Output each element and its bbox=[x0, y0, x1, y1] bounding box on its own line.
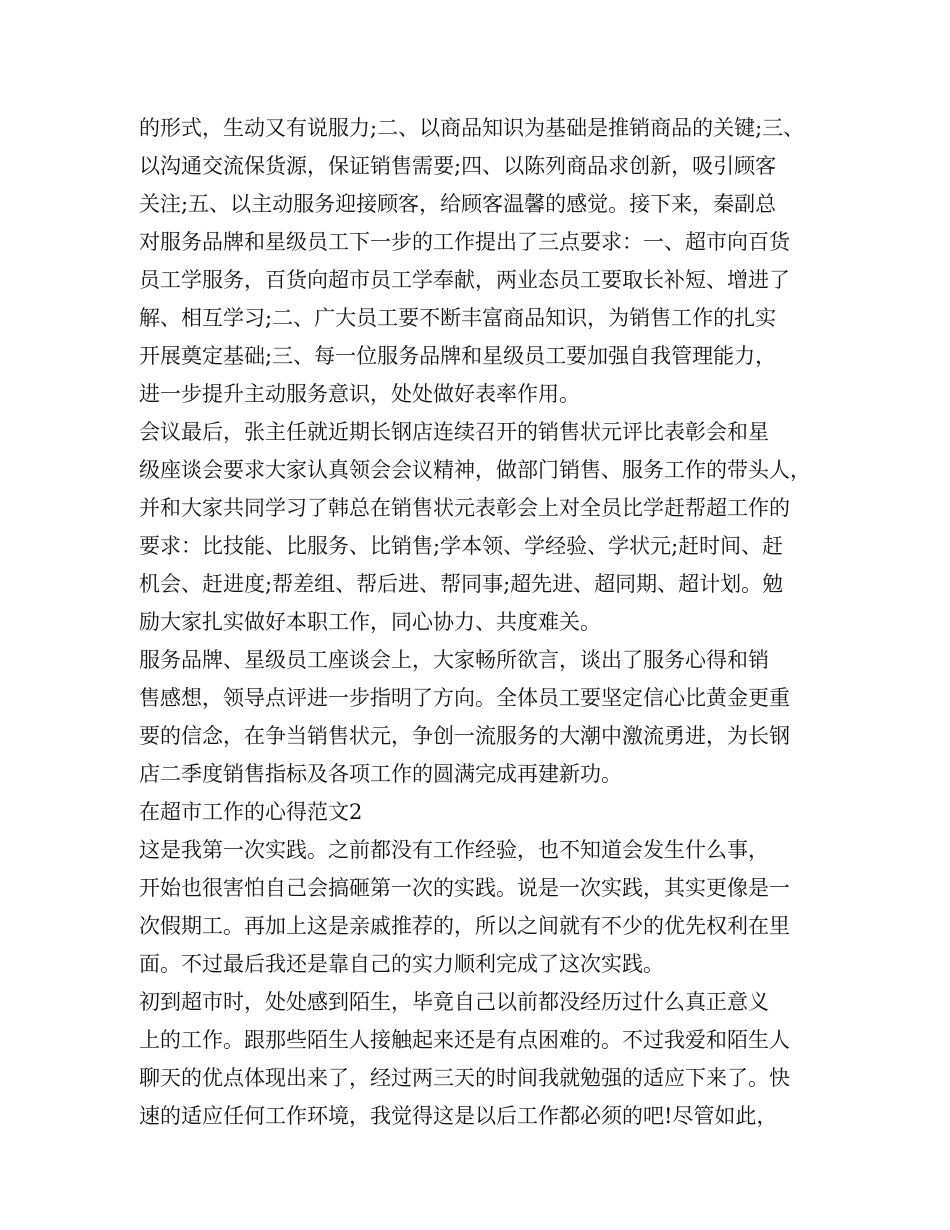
text-line: 员工学服务，百货向超市员工学奉献，两业态员工要取长补短、增进了 bbox=[139, 268, 790, 292]
paragraph-start-line: 初到超市时，处处感到陌生，毕竟自己以前都没经历过什么真正意义 bbox=[139, 990, 769, 1014]
text-line: 进一步提升主动服务意识，处处做好表率作用。 bbox=[139, 382, 580, 406]
text-line: 店二季度销售指标及各项工作的圆满完成再建新功。 bbox=[139, 762, 622, 786]
section-heading: 在超市工作的心得范文2 bbox=[139, 800, 363, 824]
paragraph-start-line: 服务品牌、星级员工座谈会上，大家畅所欲言，谈出了服务心得和销 bbox=[139, 648, 769, 672]
text-line: 速的适应任何工作环境，我觉得这是以后工作都必须的吧!尽管如此， bbox=[139, 1104, 778, 1128]
text-line: 聊天的优点体现出来了，经过两三天的时间我就勉强的适应下来了。快 bbox=[139, 1066, 790, 1090]
paragraph-start-line: 这是我第一次实践。之前都没有工作经验，也不知道会发生什么事， bbox=[139, 838, 769, 862]
text-line: 售感想，领导点评进一步指明了方向。全体员工要坚定信心比黄金更重 bbox=[139, 686, 790, 710]
text-line: 面。不过最后我还是靠自己的实力顺利完成了这次实践。 bbox=[139, 952, 664, 976]
text-line: 要的信念，在争当销售状元，争创一流服务的大潮中激流勇进，为长钢 bbox=[139, 724, 790, 748]
text-line: 对服务品牌和星级员工下一步的工作提出了三点要求：一、超市向百货 bbox=[139, 230, 790, 254]
text-line: 解、相互学习;二、广大员工要不断丰富商品知识，为销售工作的扎实 bbox=[139, 306, 777, 330]
text-line: 要求：比技能、比服务、比销售;学本领、学经验、学状元;赶时间、赶 bbox=[139, 534, 784, 558]
text-line: 开展奠定基础;三、每一位服务品牌和星级员工要加强自我管理能力， bbox=[139, 344, 777, 368]
text-line: 开始也很害怕自己会搞砸第一次的实践。说是一次实践，其实更像是一 bbox=[139, 876, 790, 900]
paragraph-start-line: 会议最后，张主任就近期长钢店连续召开的销售状元评比表彰会和星 bbox=[139, 420, 769, 444]
text-line: 励大家扎实做好本职工作，同心协力、共度难关。 bbox=[139, 610, 601, 634]
text-line: 以沟通交流保货源，保证销售需要;四、以陈列商品求创新，吸引顾客 bbox=[139, 154, 777, 178]
text-line: 机会、赶进度;帮差组、帮后进、帮同事;超先进、超同期、超计划。勉 bbox=[139, 572, 784, 596]
text-line: 上的工作。跟那些陌生人接触起来还是有点困难的。不过我爱和陌生人 bbox=[139, 1028, 790, 1052]
text-line: 并和大家共同学习了韩总在销售状元表彰会上对全员比学赶帮超工作的 bbox=[139, 496, 790, 520]
text-line: 次假期工。再加上这是亲戚推荐的，所以之间就有不少的优先权利在里 bbox=[139, 914, 790, 938]
text-line: 级座谈会要求大家认真领会会议精神，做部门销售、服务工作的带头人， bbox=[139, 458, 811, 482]
text-line: 的形式，生动又有说服力;二、以商品知识为基础是推销商品的关键;三、 bbox=[139, 116, 805, 140]
text-line: 关注;五、以主动服务迎接顾客，给顾客温馨的感觉。接下来，秦副总 bbox=[139, 192, 777, 216]
